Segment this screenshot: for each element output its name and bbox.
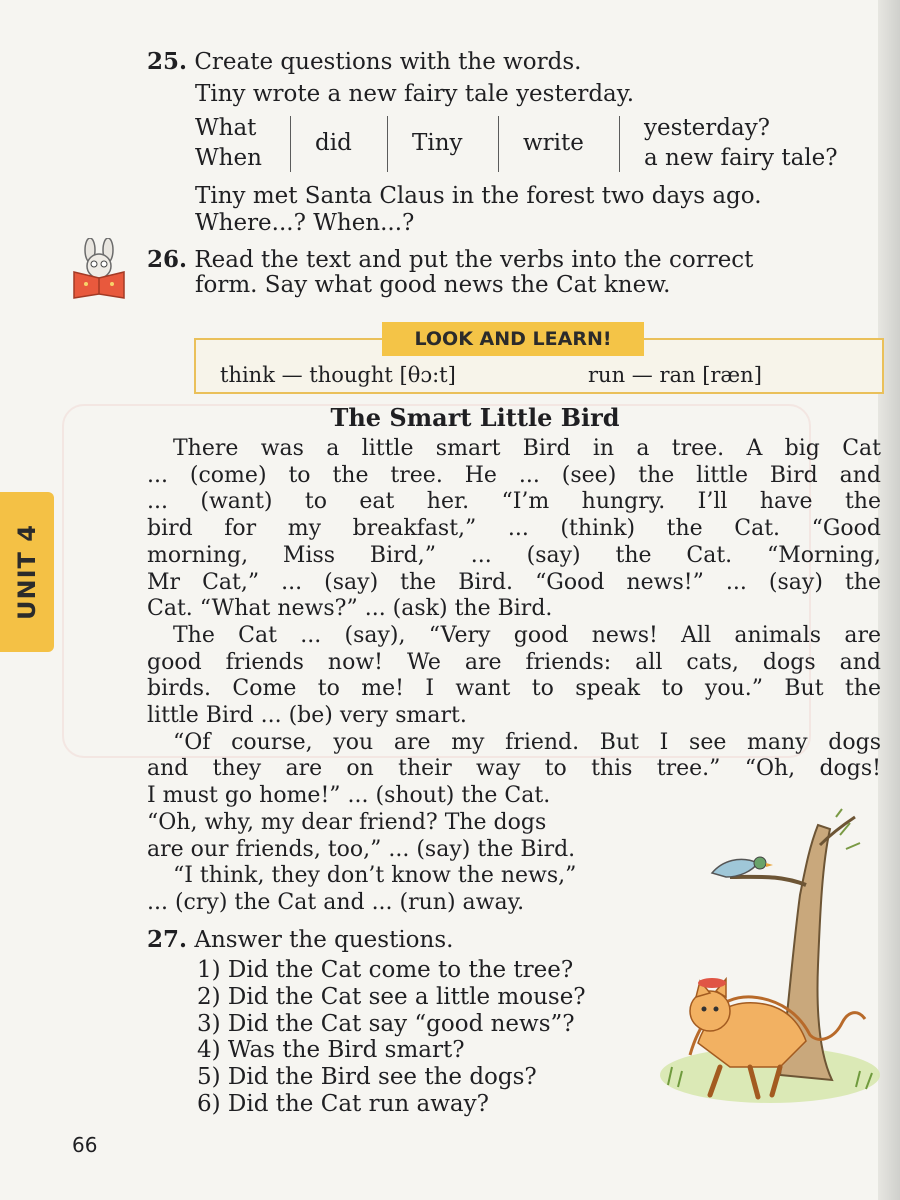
question-item: 6) Did the Cat run away? [197,1091,489,1117]
story-line: good friends now! We are friends: all cats, dogs and [147,649,881,675]
table-cell-did: did [315,130,352,156]
question-item: 5) Did the Bird see the dogs? [197,1064,537,1091]
question-item: 2) Did the Cat see a little mouse? [197,983,586,1010]
story-line: morning, Miss Bird,” ... (say) the Cat. “Morning, [147,542,881,568]
question-item: 3) Did the Cat say “good news”? [197,1010,575,1037]
story-line: ... (come) to the tree. He ... (see) the little Bird and [147,462,881,488]
ex26-number: 26. [147,246,188,273]
story-line: The Cat ... (say), “Very good news! All animals are [173,622,881,648]
page-number: 66 [72,1133,98,1157]
cat-and-bird-tree-illustration [660,805,885,1105]
table-divider [498,116,499,172]
table-cell-what: What [195,115,257,141]
story-title: The Smart Little Bird [330,403,620,432]
story-line: I must go home!” ... (shout) the Cat. [147,783,551,809]
story-line: and they are on their way to this tree.” “Oh, dogs! [147,756,881,782]
table-divider [387,116,388,172]
story-line: are our friends, too,” ... (say) the Bird. [147,836,576,862]
ex25-heading [147,48,582,76]
question-item: 4) Was the Bird smart? [197,1037,465,1064]
ex25-example: Tiny wrote a new fairy tale yesterday. [195,81,635,107]
story-line: bird for my breakfast,” ... (think) the Cat. “Good [147,516,881,542]
ex25-number: 25. [147,48,188,75]
story-line: ... (want) to eat her. “I’m hungry. I’ll have the [147,489,881,515]
unit-tab-label: UNIT 4 [13,524,41,620]
ex25-word-table [195,113,885,173]
story-line: Mr Cat,” ... (say) the Bird. “Good news!” ... (say) the [147,569,881,595]
look-and-learn-item-run: run — ran [ræn] [588,363,762,387]
table-cell-fairy-tale: a new fairy tale? [644,145,838,171]
story-line: “Of course, you are my friend. But I see many dogs [173,729,881,755]
ex27-heading [147,926,453,954]
ex27-instruction: Answer the questions. [194,927,454,953]
story-line: “Oh, why, my dear friend? The dogs [147,809,547,835]
table-cell-tiny: Tiny [412,130,463,156]
question-item: 1) Did the Cat come to the tree? [197,957,574,983]
ex26-instruction-line-1: Read the text and put the verbs into the correct [194,247,754,273]
story-line: birds. Come to me! I want to speak to you.” But the [147,676,881,702]
unit-tab [0,492,54,652]
ex27-number: 27. [147,926,188,953]
ex26-heading [147,246,881,274]
look-and-learn-item-think: think — thought [θɔ:t] [220,363,456,387]
table-cell-when: When [195,145,262,171]
look-and-learn-title: LOOK AND LEARN! [382,322,644,356]
table-cell-write: write [523,130,584,156]
table-cell-yesterday: yesterday? [644,115,771,141]
ex25-task-sentence: Tiny met Santa Claus in the forest two days ago. [195,183,762,209]
table-divider [290,116,291,172]
ex25-instruction: Create questions with the words. [194,49,582,75]
story-line: little Bird ... (be) very smart. [147,703,467,728]
ex25-task-prompts: Where...? When...? [195,210,415,236]
story-line: “I think, they don’t know the news,” [173,863,577,889]
rabbit-reading-book-icon [70,238,128,300]
story-line: ... (cry) the Cat and ... (run) away. [147,889,525,915]
table-divider [619,116,620,172]
story-line: Cat. “What news?” ... (ask) the Bird. [147,596,553,622]
ex26-instruction-line-2: form. Say what good news the Cat knew. [195,272,671,298]
story-line: There was a little smart Bird in a tree. A big Cat [173,436,881,461]
